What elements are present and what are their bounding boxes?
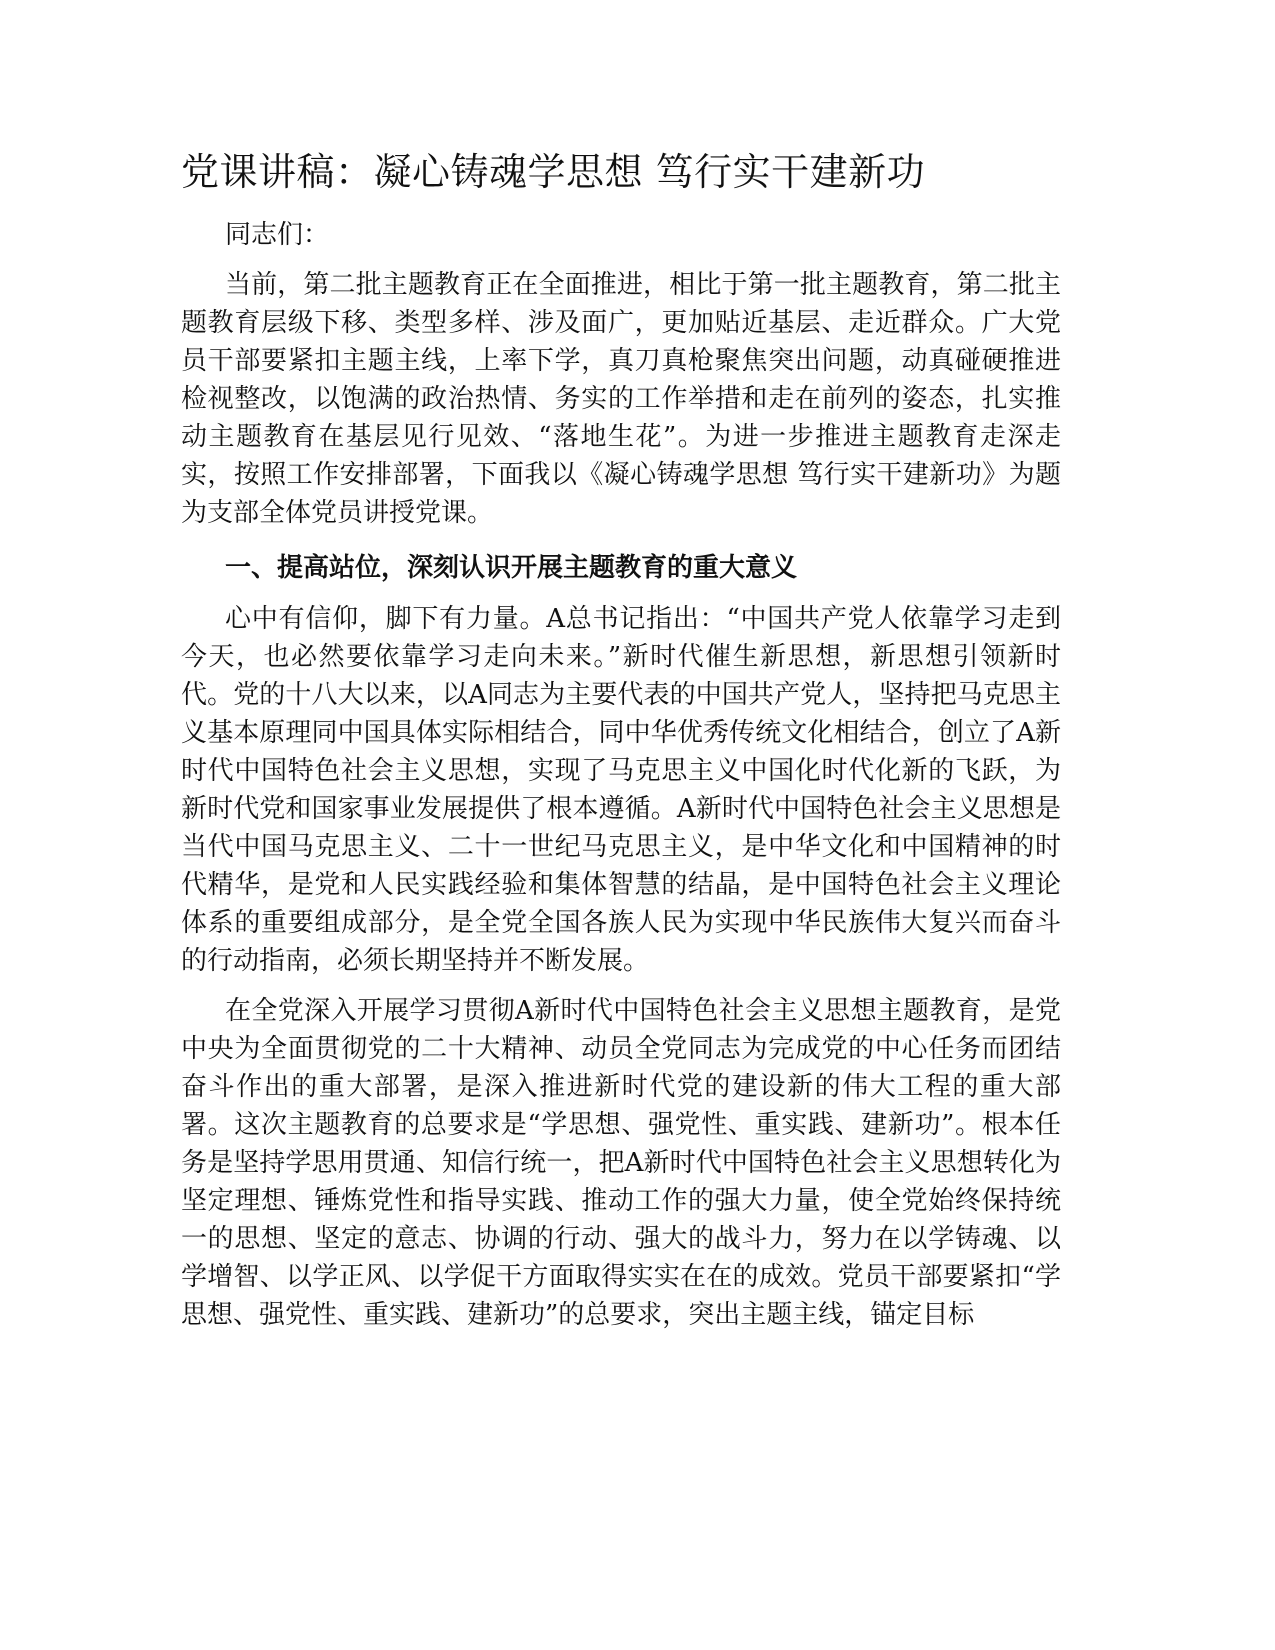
document-title: 党课讲稿：凝心铸魂学思想 笃行实干建新功 [181, 150, 926, 194]
section-heading: 一、提高站位，深刻认识开展主题教育的重大意义 [225, 553, 798, 583]
section-paragraph-2: 在全党深入开展学习贯彻A新时代中国特色社会主义思想主题教育，是党中央为全面贯彻党的二十大精神、动员全党同志为完成党的中心任务而团结奋斗作出的重大部署，是深入推进新时代党的建设新的伟大工程的重大部署。这次主题教育的总要求是“学思想、强党性、重实践、建新功”。根本任务是坚持学思用贯通、知信行统一，把A新时代中国特色社会主义思想转化为坚定理想、锤炼党性和指导实践、推动工作的强大力量，使全党始终保持统一的思想、坚定的意志、协调的行动、强大的战斗力，努力在以学铸魂、以学增智、以学正风、以学促干方面取得实实在在的成效。党员干部要紧扣“学思想、强党性、重实践、建新功”的总要求，突出主题主线，锚定目标 [181, 996, 1061, 1330]
intro-paragraph: 当前，第二批主题教育正在全面推进，相比于第一批主题教育，第二批主题教育层级下移、类型多样、涉及面广，更加贴近基层、走近群众。广大党员干部要紧扣主题主线，上率下学，真刀真枪聚焦突出问题，动真碰硬推进检视整改，以饱满的政治热情、务实的工作举措和走在前列的姿态，扎实推动主题教育在基层见行见效、“落地生花”。为进一步推进主题教育走深走实，按照工作安排部署，下面我以《凝心铸魂学思想 笃行实干建新功》为题为支部全体党员讲授党课。 [181, 270, 1061, 528]
greeting: 同志们： [225, 220, 330, 250]
section-paragraph-1: 心中有信仰，脚下有力量。A总书记指出：“中国共产党人依靠学习走到今天，也必然要依靠学习走向未来。”新时代催生新思想，新思想引领新时代。党的十八大以来，以A同志为主要代表的中国共产党人，坚持把马克思主义基本原理同中国具体实际相结合，同中华优秀传统文化相结合，创立了A新时代中国特色社会主义思想，实现了马克思主义中国化时代化新的飞跃，为新时代党和国家事业发展提供了根本遵循。A新时代中国特色社会主义思想是当代中国马克思主义、二十一世纪马克思主义，是中华文化和中国精神的时代精华，是党和人民实践经验和集体智慧的结晶，是中国特色社会主义理论体系的重要组成部分，是全党全国各族人民为实现中华民族伟大复兴而奋斗的行动指南，必须长期坚持并不断发展。 [181, 604, 1061, 976]
document-page [181, 148, 1061, 1334]
